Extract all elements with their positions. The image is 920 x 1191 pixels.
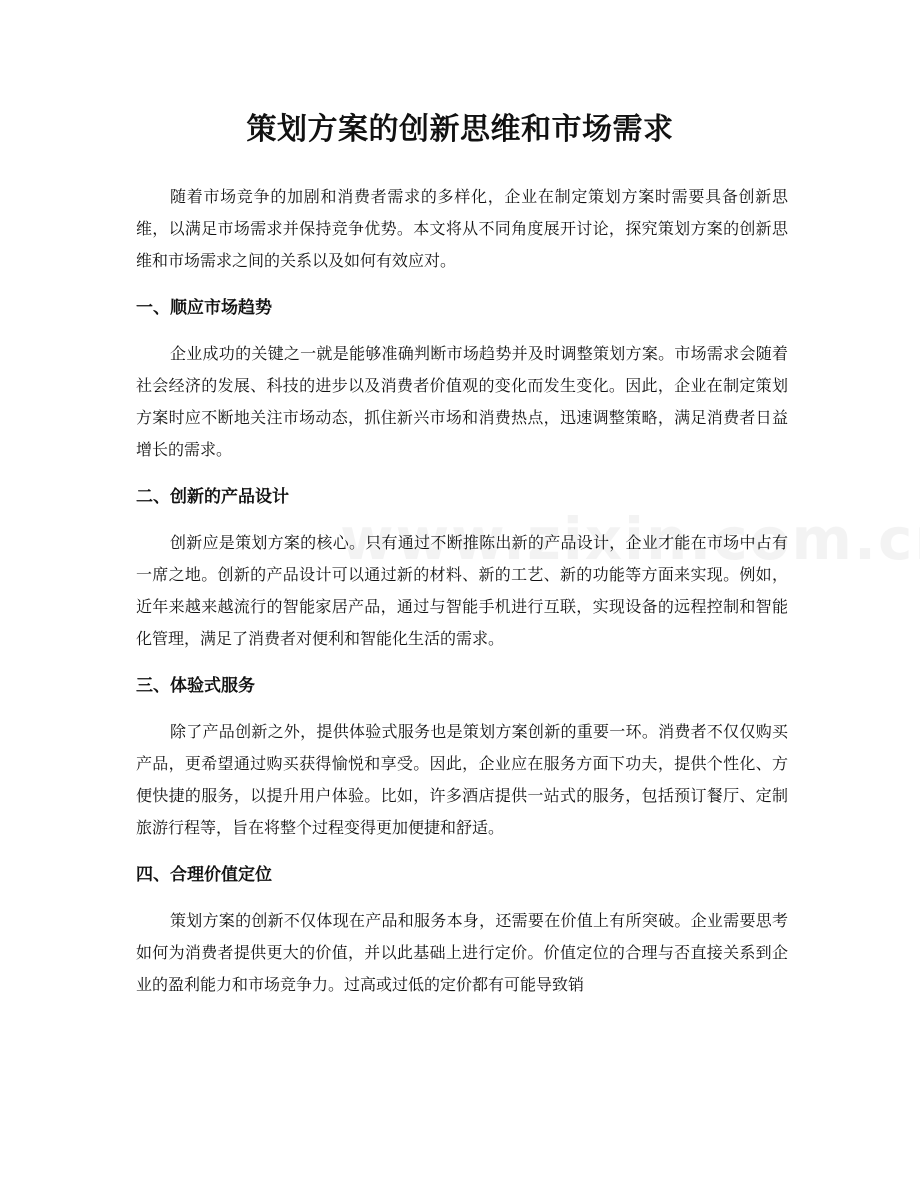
intro-paragraph: 随着市场竞争的加剧和消费者需求的多样化，企业在制定策划方案时需要具备创新思维，以满足市场需求并保持竞争优势。本文将从不同角度展开讨论，探究策划方案的创新思维和市场需求之间的关系以及如何有效应对。 [136, 187, 788, 270]
section-paragraph-2: 创新应是策划方案的核心。只有通过不断推陈出新的产品设计，企业才能在市场中占有一席之地。创新的产品设计可以通过新的材料、新的工艺、新的功能等方面来实现。例如，近年来越来越流行的智能家居产品，通过与智能手机进行互联，实现设备的远程控制和智能化管理，满足了消费者对便利和智能化生活的需求。 [136, 533, 788, 648]
section-heading-2: 二、创新的产品设计 [136, 487, 289, 507]
document-body [136, 181, 788, 1001]
section-paragraph-1: 企业成功的关键之一就是能够准确判断市场趋势并及时调整策划方案。市场需求会随着社会经济的发展、科技的进步以及消费者价值观的变化而发生变化。因此，企业在制定策划方案时应不断地关注市场动态，抓住新兴市场和消费热点，迅速调整策略，满足消费者日益增长的需求。 [136, 344, 788, 459]
page-title: 策划方案的创新思维和市场需求 [246, 112, 674, 147]
section-paragraph-4: 策划方案的创新不仅体现在产品和服务本身，还需要在价值上有所突破。企业需要思考如何为消费者提供更大的价值，并以此基础上进行定价。价值定位的合理与否直接关系到企业的盈利能力和市场竞争力。过高或过低的定价都有可能导致销 [136, 911, 788, 994]
section-heading-3: 三、体验式服务 [136, 676, 255, 696]
section-paragraph-3: 除了产品创新之外，提供体验式服务也是策划方案创新的重要一环。消费者不仅仅购买产品，更希望通过购买获得愉悦和享受。因此，企业应在服务方面下功夫，提供个性化、方便快捷的服务，以提升用户体验。比如，许多酒店提供一站式的服务，包括预订餐厅、定制旅游行程等，旨在将整个过程变得更加便捷和舒适。 [136, 722, 788, 837]
section-heading-1: 一、顺应市场趋势 [136, 298, 272, 318]
section-heading-4: 四、合理价值定位 [136, 865, 272, 885]
